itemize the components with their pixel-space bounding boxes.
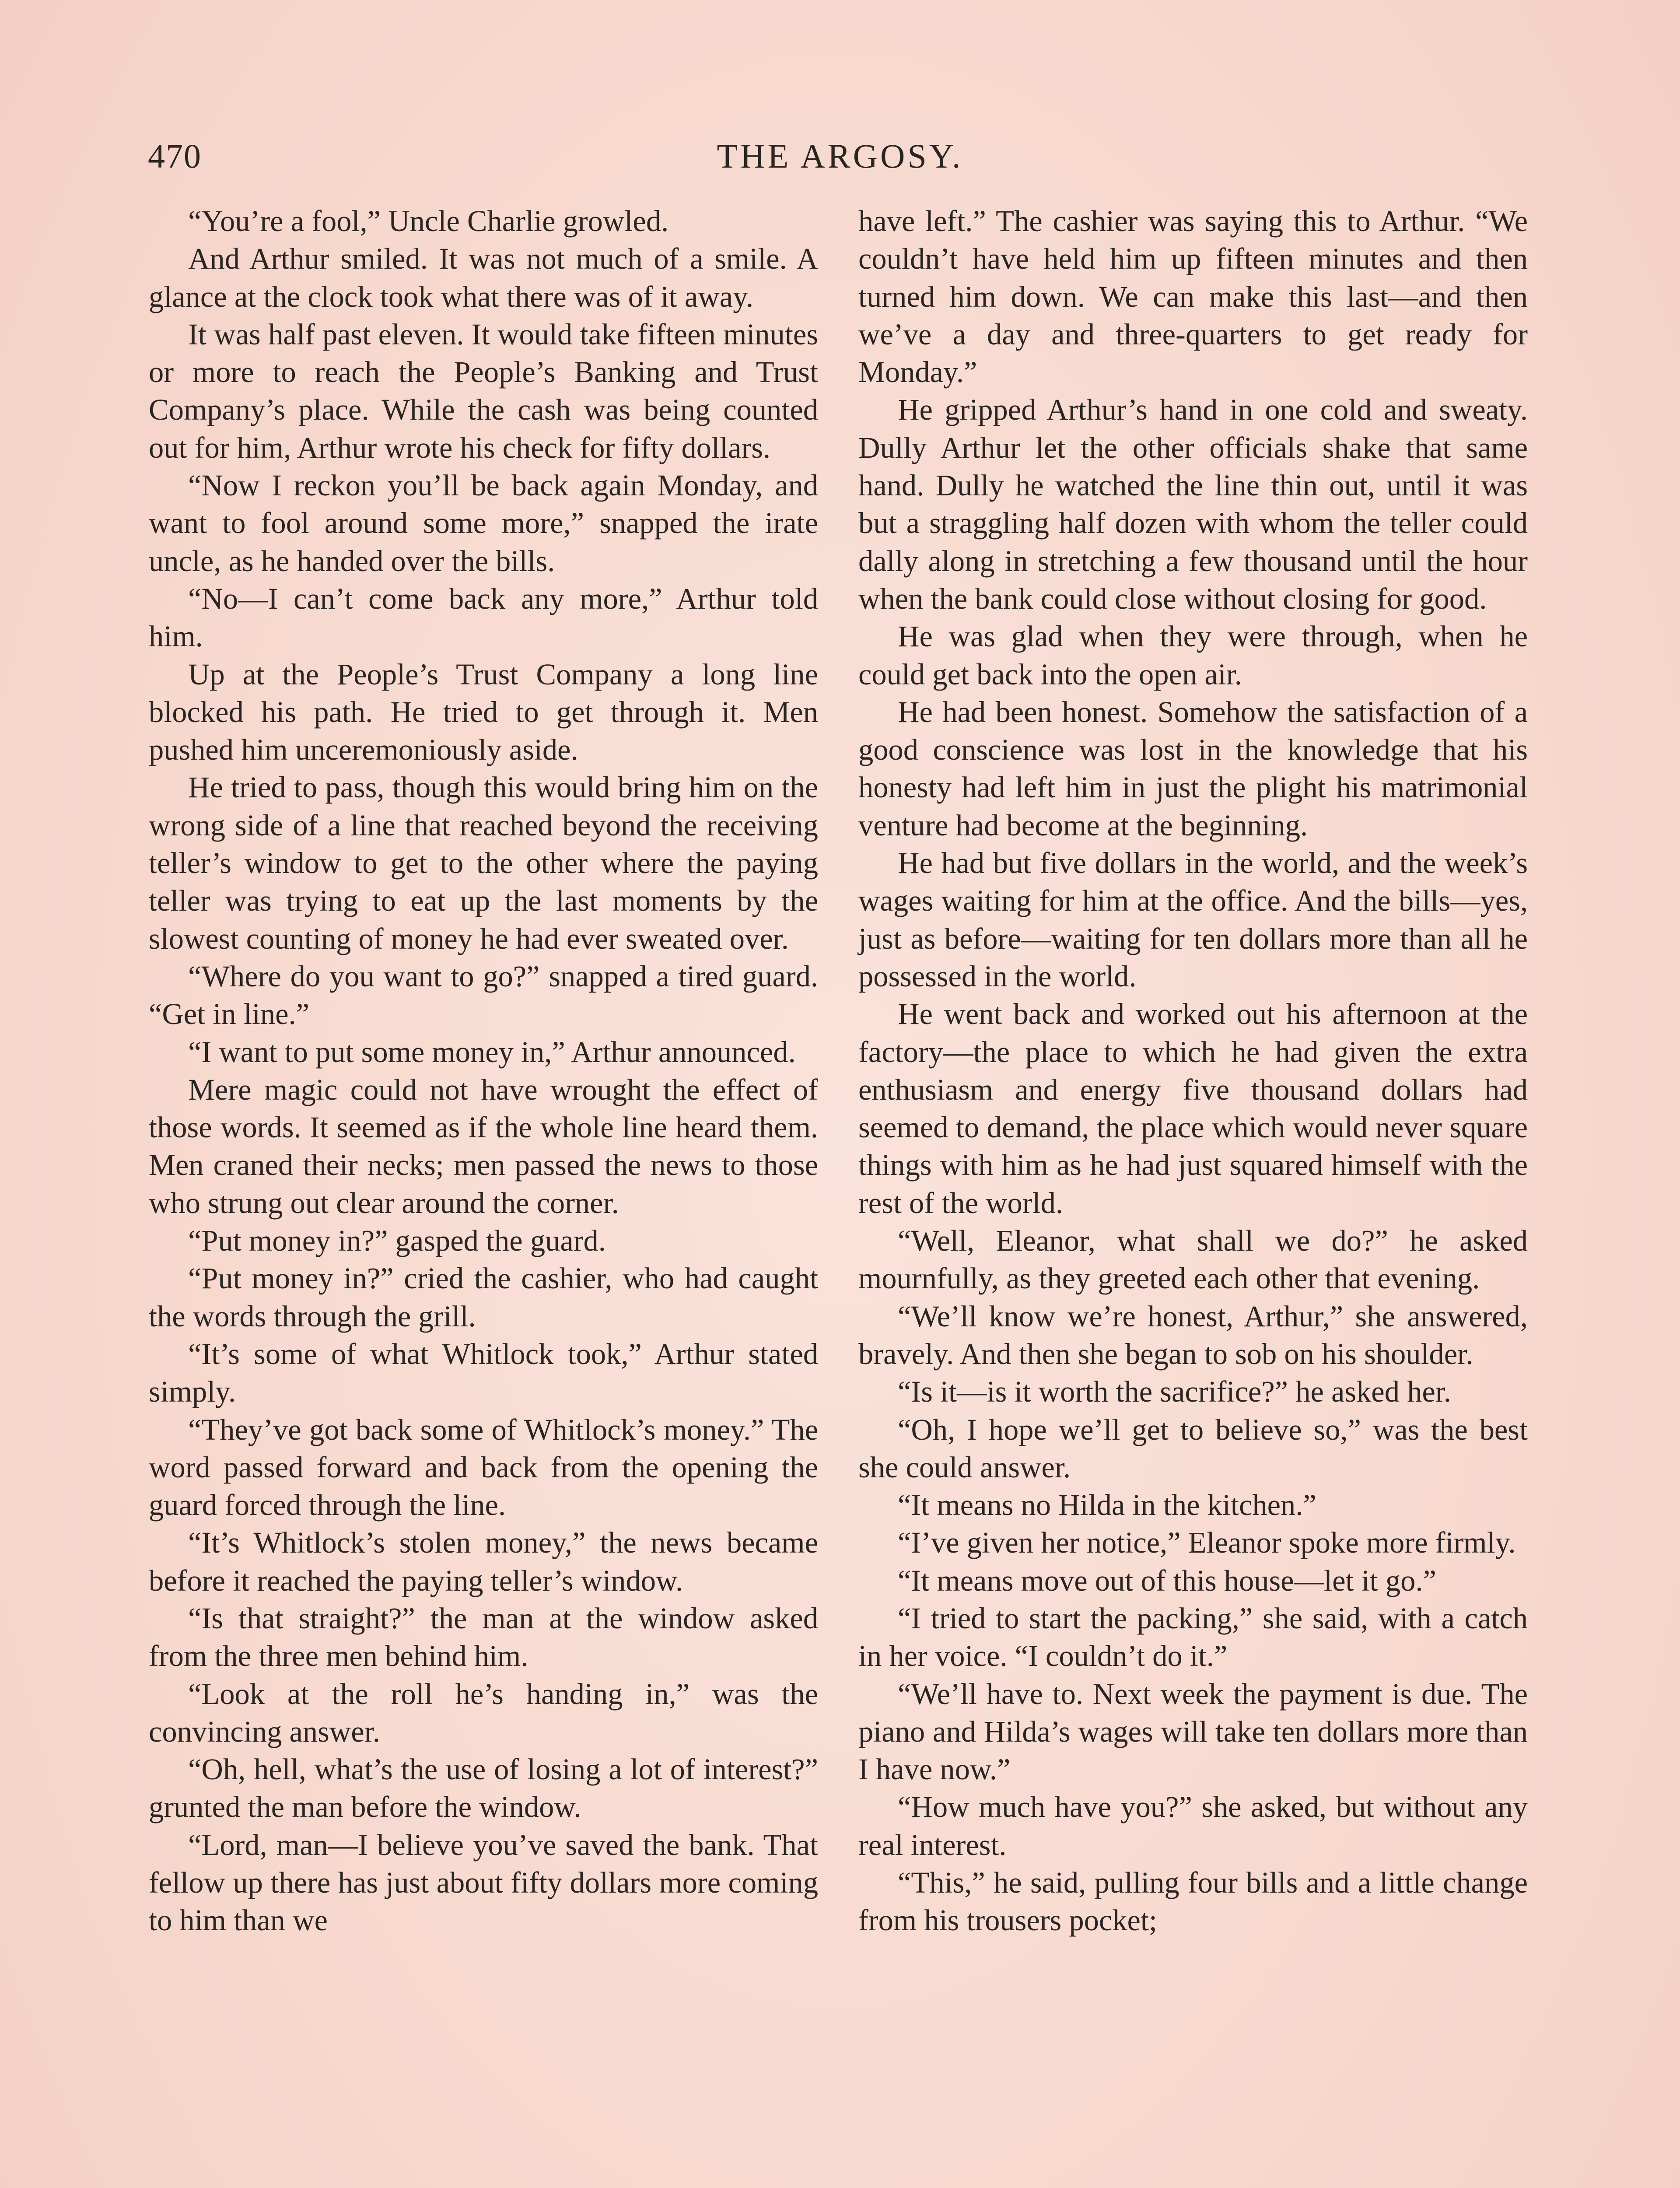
right-column: [858, 202, 1528, 1939]
paragraph: He gripped Arthur’s hand in one cold and sweaty. Dully Arthur let the other officials shake that same hand. Dully he watched the line thin out, until it was but a straggling half dozen with whom the teller could dally along in stretching a few thousand until the hour when the bank could close without closing for good.: [858, 393, 1528, 615]
paragraph: “It means no Hilda in the kitchen.”: [898, 1488, 1316, 1522]
paragraph: “Put money in?” cried the cashier, who had caught the words through the grill.: [149, 1262, 818, 1333]
paragraph: “We’ll know we’re honest, Arthur,” she answered, bravely. And then she began to sob on his shoulder.: [858, 1299, 1528, 1371]
paragraph: He went back and worked out his afternoon at the factory—the place to which he had given the extra enthusiasm and energy five thousand dollars had seemed to demand, the place which would never square things with him as he had just squared himself with the rest of the world.: [858, 997, 1528, 1220]
paragraph: “You’re a fool,” Uncle Charlie growled.: [188, 204, 669, 238]
paragraph: “Well, Eleanor, what shall we do?” he asked mournfully, as they greeted each other that evening.: [858, 1224, 1528, 1295]
paragraph: Up at the People’s Trust Company a long line blocked his path. He tried to get through it. Men pushed him unceremoniously aside.: [149, 657, 818, 767]
paragraph: “Lord, man—I believe you’ve saved the bank. That fellow up there has just about fifty dollars more coming to him than we: [149, 1828, 818, 1937]
paragraph: “It’s Whitlock’s stolen money,” the news became before it reached the paying teller’s window.: [149, 1526, 818, 1597]
left-column: [149, 202, 818, 1939]
paragraph: He was glad when they were through, when he could get back into the open air.: [858, 620, 1528, 691]
paragraph: “It means move out of this house—let it go.”: [898, 1564, 1436, 1597]
paragraph: “I tried to start the packing,” she said, with a catch in her voice. “I couldn’t do it.”: [858, 1601, 1528, 1673]
paragraph: He tried to pass, though this would bring him on the wrong side of a line that reached beyond the receiving teller’s window to get to the other where the paying teller was trying to eat up the last moments by the slowest counting of money he had ever sweated over.: [149, 771, 818, 955]
paragraph: “Oh, hell, what’s the use of losing a lot of interest?” grunted the man before the window.: [149, 1753, 818, 1824]
paragraph: And Arthur smiled. It was not much of a smile. A glance at the clock took what there was of it away.: [149, 242, 818, 313]
paragraph: “Put money in?” gasped the guard.: [188, 1224, 606, 1258]
paragraph: “Oh, I hope we’ll get to believe so,” was the best she could answer.: [858, 1413, 1528, 1484]
paragraph: “Look at the roll he’s handing in,” was the convincing answer.: [149, 1677, 818, 1748]
paragraph: “Now I reckon you’ll be back again Monday, and want to fool around some more,” snapped the irate uncle, as he handed over the bills.: [149, 469, 818, 578]
paragraph: “No—I can’t come back any more,” Arthur told him.: [149, 582, 818, 653]
paragraph: “Where do you want to go?” snapped a tired guard. “Get in line.”: [149, 959, 818, 1031]
paragraph: “This,” he said, pulling four bills and a little change from his trousers pocket;: [858, 1866, 1528, 1937]
paragraph: He had but five dollars in the world, and the week’s wages waiting for him at the office. And the bills—yes, just as before—waiting for ten dollars more than all he possessed in the world.: [858, 846, 1528, 993]
paragraph: “They’ve got back some of Whitlock’s money.” The word passed forward and back from the opening the guard forced through the line.: [149, 1413, 818, 1522]
page-number: 470: [148, 137, 202, 175]
running-head-title: THE ARGOSY.: [717, 137, 963, 175]
paragraph: “How much have you?” she asked, but without any real interest.: [858, 1790, 1528, 1862]
paragraph-continuation: have left.” The cashier was saying this to Arthur. “We couldn’t have held him up fifteen minutes and then turned him down. We can make this last—and then we’ve a day and three-quarters to get ready for Monday.”: [858, 204, 1528, 389]
paragraph: “It’s some of what Whitlock took,” Arthur stated simply.: [149, 1337, 818, 1409]
paragraph: Mere magic could not have wrought the effect of those words. It seemed as if the whole line heard them. Men craned their necks; men passed the news to those who strung out clear around the corner.: [149, 1073, 818, 1220]
paragraph: “I want to put some money in,” Arthur announced.: [188, 1035, 796, 1069]
paragraph: “Is that straight?” the man at the window asked from the three men behind him.: [149, 1601, 818, 1673]
paragraph: It was half past eleven. It would take fifteen minutes or more to reach the People’s Banking and Trust Company’s place. While the cash was being counted out for him, Arthur wrote his check for fifty dollars.: [149, 317, 818, 464]
paragraph: “I’ve given her notice,” Eleanor spoke more firmly.: [898, 1526, 1516, 1560]
paragraph: “Is it—is it worth the sacrifice?” he asked her.: [898, 1375, 1451, 1409]
paragraph: “We’ll have to. Next week the payment is due. The piano and Hilda’s wages will take ten dollars more than I have now.”: [858, 1677, 1528, 1786]
paragraph: He had been honest. Somehow the satisfaction of a good conscience was lost in the knowledge that his honesty had left him in just the plight his matrimonial venture had become at the beginning.: [858, 695, 1528, 842]
